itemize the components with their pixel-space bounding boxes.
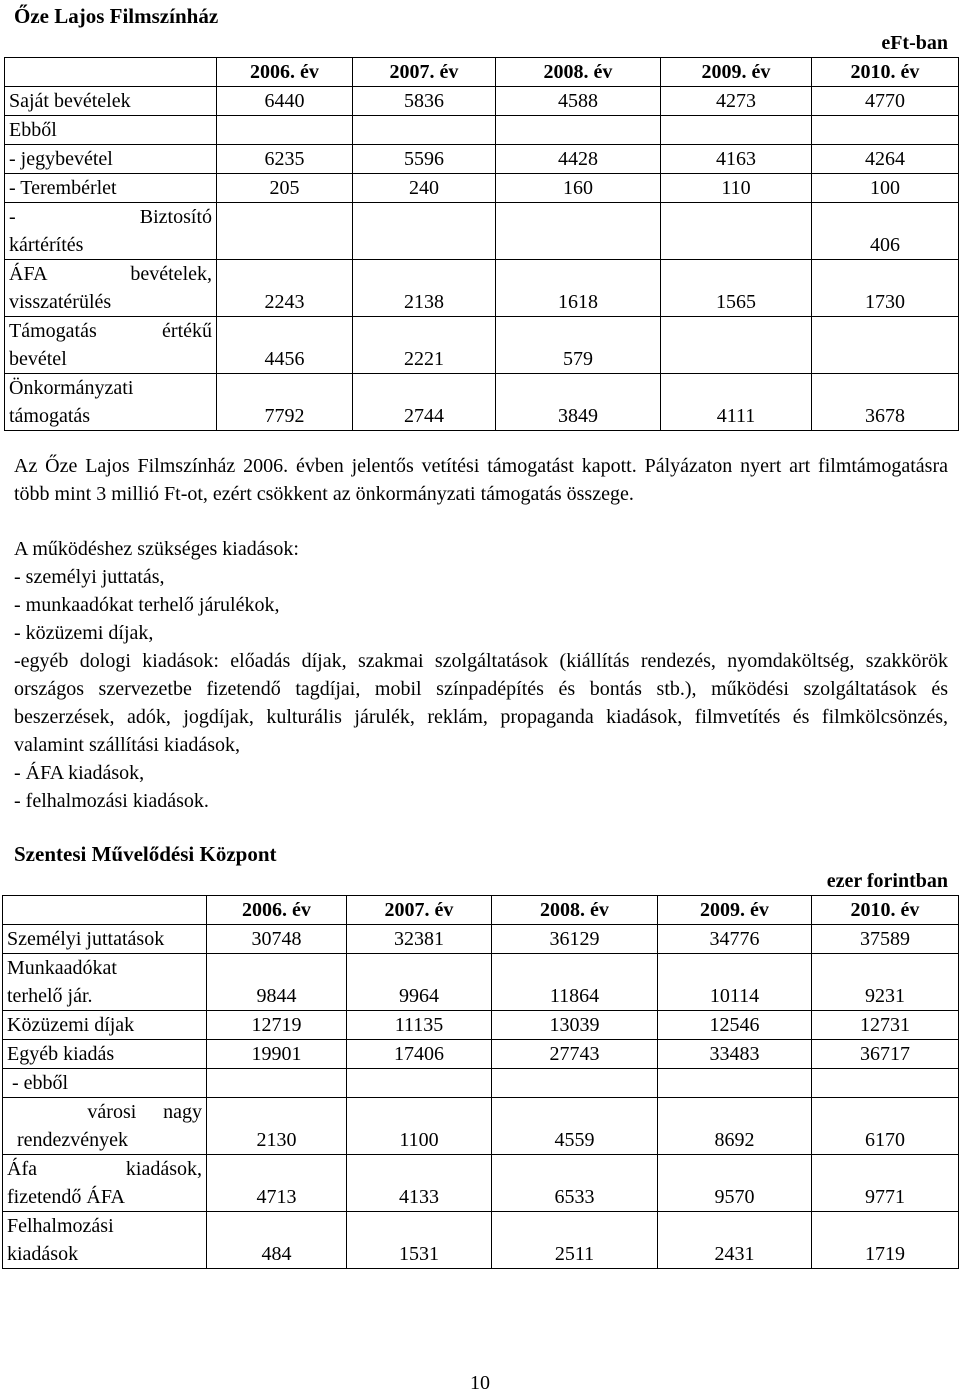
value-cell <box>207 1069 347 1098</box>
value-cell: 9231 <box>812 954 959 1011</box>
value-cell: 5596 <box>353 145 496 174</box>
value-cell: 3678 <box>812 374 959 431</box>
value-cell: 2130 <box>207 1098 347 1155</box>
table-row <box>5 174 959 203</box>
value-cell: 13039 <box>492 1011 658 1040</box>
value-cell: 160 <box>496 174 661 203</box>
value-cell: 240 <box>353 174 496 203</box>
value-cell <box>658 1069 812 1098</box>
header-cell: 2010. év <box>812 58 959 87</box>
header-cell: 2009. év <box>661 58 812 87</box>
row-label-line: bevétel <box>9 348 67 370</box>
header-cell: 2007. év <box>347 896 492 925</box>
value-cell: 9771 <box>812 1155 959 1212</box>
row-label <box>3 1212 207 1269</box>
table-header-row <box>5 58 959 87</box>
value-cell: 205 <box>217 174 353 203</box>
value-cell: 9964 <box>347 954 492 1011</box>
value-cell: 33483 <box>658 1040 812 1069</box>
header-cell: 2008. év <box>496 58 661 87</box>
expenses-item-4: -egyéb dologi kiadások: előadás díjak, szakmai szolgáltatások (kiállítás rendezés, nyomdaköltség, szakkörök országos szervezetbe fizetendő tagdíjai, mobil színpadépítés és bontás stb.), működési szolgáltatások és beszerzések, adók, jogdíjak, kulturális járulék, reklám, propaganda kiadások, filmvetítés és filmkölcsönzés, valamint szállítási kiadások, <box>14 650 948 756</box>
value-cell: 1719 <box>812 1212 959 1269</box>
table-row <box>5 317 959 374</box>
value-cell: 2744 <box>353 374 496 431</box>
table-row <box>3 1212 959 1269</box>
row-label-line: kártérítés <box>9 234 84 256</box>
value-cell: 1531 <box>347 1212 492 1269</box>
expenses-list <box>14 535 948 815</box>
table-row <box>5 145 959 174</box>
table-row <box>3 1155 959 1212</box>
value-cell: 4559 <box>492 1098 658 1155</box>
row-label-line: Saját bevételek <box>9 90 131 112</box>
row-label-line: támogatás <box>9 405 91 427</box>
value-cell: 406 <box>812 203 959 260</box>
value-cell: 34776 <box>658 925 812 954</box>
value-cell: 4133 <box>347 1155 492 1212</box>
table-row <box>5 374 959 431</box>
value-cell: 2431 <box>658 1212 812 1269</box>
value-cell: 4428 <box>496 145 661 174</box>
header-cell: 2009. év <box>658 896 812 925</box>
value-cell <box>217 116 353 145</box>
table-culture-center-expenses <box>2 895 959 1269</box>
header-cell: 2007. év <box>353 58 496 87</box>
row-label-line: - Terembérlet <box>9 177 117 199</box>
value-cell: 579 <box>496 317 661 374</box>
row-label-line: fizetendő ÁFA <box>7 1186 125 1208</box>
value-cell: 4111 <box>661 374 812 431</box>
expenses-item-5: - ÁFA kiadások, <box>14 762 145 784</box>
value-cell <box>347 1069 492 1098</box>
value-cell: 10114 <box>658 954 812 1011</box>
value-cell <box>661 317 812 374</box>
row-label-line: visszatérülés <box>9 291 112 313</box>
header-corner <box>5 58 217 87</box>
row-label <box>5 317 217 374</box>
row-label-line: Felhalmozási <box>7 1215 114 1237</box>
row-label-line: Személyi juttatások <box>7 928 165 950</box>
row-label-line: városi nagy <box>7 1101 202 1123</box>
value-cell <box>492 1069 658 1098</box>
value-cell <box>812 317 959 374</box>
value-cell: 4163 <box>661 145 812 174</box>
value-cell <box>812 1069 959 1098</box>
header-corner <box>3 896 207 925</box>
expenses-item-2: - munkaadókat terhelő járulékok, <box>14 594 280 616</box>
row-label <box>5 87 217 116</box>
value-cell: 9570 <box>658 1155 812 1212</box>
value-cell: 4456 <box>217 317 353 374</box>
section2-unit: ezer forintban <box>826 870 948 892</box>
value-cell: 1618 <box>496 260 661 317</box>
value-cell: 110 <box>661 174 812 203</box>
expenses-intro: A működéshez szükséges kiadások: <box>14 538 299 560</box>
value-cell <box>812 116 959 145</box>
value-cell: 27743 <box>492 1040 658 1069</box>
value-cell: 30748 <box>207 925 347 954</box>
value-cell <box>353 203 496 260</box>
expenses-item-6: - felhalmozási kiadások. <box>14 790 209 812</box>
row-label-line: Közüzemi díjak <box>7 1014 135 1036</box>
expenses-item-3: - közüzemi díjak, <box>14 622 154 644</box>
table-row <box>5 260 959 317</box>
row-label <box>5 145 217 174</box>
header-cell: 2006. év <box>217 58 353 87</box>
value-cell: 11135 <box>347 1011 492 1040</box>
value-cell: 6440 <box>217 87 353 116</box>
table-row <box>5 87 959 116</box>
row-label <box>3 1098 207 1155</box>
section2-title: Szentesi Művelődési Központ <box>14 842 277 866</box>
value-cell: 36129 <box>492 925 658 954</box>
value-cell: 32381 <box>347 925 492 954</box>
table-row <box>3 954 959 1011</box>
expenses-item-1: - személyi juttatás, <box>14 566 165 588</box>
row-label <box>3 954 207 1011</box>
row-label-line: ÁFA bevételek, <box>9 263 212 285</box>
value-cell: 6235 <box>217 145 353 174</box>
row-label <box>3 1011 207 1040</box>
value-cell: 11864 <box>492 954 658 1011</box>
row-label <box>3 1155 207 1212</box>
value-cell: 2138 <box>353 260 496 317</box>
value-cell: 4588 <box>496 87 661 116</box>
value-cell: 17406 <box>347 1040 492 1069</box>
value-cell: 4770 <box>812 87 959 116</box>
table-row <box>3 925 959 954</box>
table-row <box>3 1098 959 1155</box>
value-cell <box>217 203 353 260</box>
row-label-line: Áfa kiadások, <box>7 1158 202 1180</box>
row-label-line: Munkaadókat <box>7 957 117 979</box>
value-cell: 5836 <box>353 87 496 116</box>
value-cell <box>661 203 812 260</box>
value-cell: 9844 <box>207 954 347 1011</box>
value-cell: 12731 <box>812 1011 959 1040</box>
section1-unit: eFt-ban <box>881 32 948 54</box>
value-cell: 6533 <box>492 1155 658 1212</box>
table-row <box>3 1011 959 1040</box>
value-cell <box>496 116 661 145</box>
row-label <box>5 203 217 260</box>
header-cell: 2008. év <box>492 896 658 925</box>
value-cell: 1730 <box>812 260 959 317</box>
row-label-line: Önkormányzati <box>9 377 134 399</box>
value-cell: 12546 <box>658 1011 812 1040</box>
header-cell: 2006. év <box>207 896 347 925</box>
value-cell <box>661 116 812 145</box>
page-number: 10 <box>470 1372 490 1394</box>
row-label-line: rendezvények <box>7 1129 129 1151</box>
table-row <box>3 1069 959 1098</box>
row-label-line: - ebből <box>7 1072 69 1094</box>
value-cell: 6170 <box>812 1098 959 1155</box>
header-cell: 2010. év <box>812 896 959 925</box>
row-label-line: Támogatás értékű <box>9 320 212 342</box>
row-label-line: Egyéb kiadás <box>7 1043 115 1065</box>
value-cell: 7792 <box>217 374 353 431</box>
value-cell: 2221 <box>353 317 496 374</box>
value-cell <box>353 116 496 145</box>
row-label <box>5 174 217 203</box>
value-cell <box>496 203 661 260</box>
value-cell: 37589 <box>812 925 959 954</box>
row-label <box>3 1040 207 1069</box>
table-row <box>5 116 959 145</box>
row-label-line: - jegybevétel <box>9 148 113 170</box>
value-cell: 8692 <box>658 1098 812 1155</box>
row-label <box>3 1069 207 1098</box>
value-cell: 4273 <box>661 87 812 116</box>
row-label <box>3 925 207 954</box>
row-label-line: kiadások <box>7 1243 79 1265</box>
value-cell: 3849 <box>496 374 661 431</box>
value-cell: 484 <box>207 1212 347 1269</box>
value-cell: 4264 <box>812 145 959 174</box>
value-cell: 2243 <box>217 260 353 317</box>
row-label <box>5 374 217 431</box>
value-cell: 100 <box>812 174 959 203</box>
table-row <box>5 203 959 260</box>
row-label-line: terhelő jár. <box>7 985 93 1007</box>
value-cell: 12719 <box>207 1011 347 1040</box>
value-cell: 36717 <box>812 1040 959 1069</box>
section1-title: Őze Lajos Filmszínház <box>14 4 219 28</box>
table-row <box>3 1040 959 1069</box>
table-theater-revenue <box>4 57 959 431</box>
value-cell: 2511 <box>492 1212 658 1269</box>
row-label <box>5 260 217 317</box>
value-cell: 4713 <box>207 1155 347 1212</box>
table-header-row <box>3 896 959 925</box>
value-cell: 1100 <box>347 1098 492 1155</box>
section1-note: Az Őze Lajos Filmszínház 2006. évben jelentős vetítési támogatást kapott. Pályázaton nyert art filmtámogatásra több mint 3 millió Ft-ot, ezért csökkent az önkormányzati támogatás összege. <box>14 455 948 505</box>
value-cell: 1565 <box>661 260 812 317</box>
row-label-line: Ebből <box>9 119 57 141</box>
row-label <box>5 116 217 145</box>
row-label-line: - Biztosító <box>9 206 212 228</box>
value-cell: 19901 <box>207 1040 347 1069</box>
